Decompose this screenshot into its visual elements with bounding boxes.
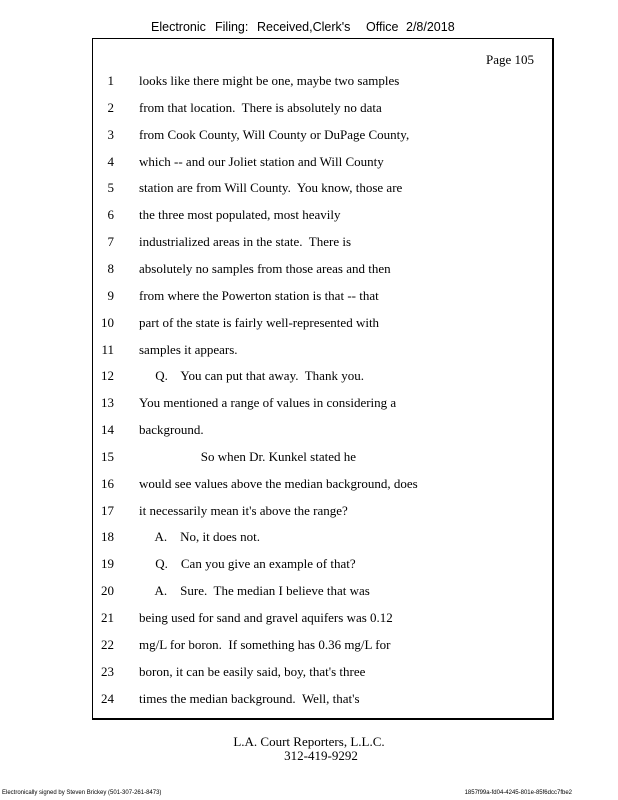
line-text: A. Sure. The median I believe that was — [139, 583, 370, 599]
transcript-line — [0, 180, 618, 196]
line-number: 14 — [101, 422, 114, 438]
line-text: from Cook County, Will County or DuPage County, — [139, 126, 410, 142]
document-id: 1857f99a-fd04-4245-801e-85f6dcc7fbe2 — [464, 790, 572, 796]
line-number: 5 — [107, 180, 114, 196]
transcript-line — [0, 342, 618, 358]
transcript-line — [0, 449, 618, 465]
line-number: 10 — [101, 314, 114, 330]
line-text: So when Dr. Kunkel stated he — [139, 448, 357, 464]
line-number: 2 — [107, 99, 114, 115]
transcript-line — [0, 315, 618, 331]
transcript-line — [0, 691, 618, 707]
line-number: 13 — [101, 395, 114, 411]
line-number: 19 — [101, 556, 114, 572]
header-word: Office — [366, 20, 399, 34]
transcript-line — [0, 529, 618, 545]
transcript-line — [0, 100, 618, 116]
line-text: boron, it can be easily said, boy, that's three — [139, 663, 366, 679]
transcript-line — [0, 637, 618, 653]
line-number: 16 — [101, 475, 114, 491]
transcript-line — [0, 610, 618, 626]
line-text: from that location. There is absolutely no data — [139, 99, 382, 115]
line-number: 8 — [107, 260, 114, 276]
e-signature: Electronically signed by Steven Brickey (501-307-261-8473) — [2, 790, 162, 796]
line-number: 9 — [107, 287, 114, 303]
line-text: A. No, it does not. — [139, 529, 260, 545]
transcript-line — [0, 422, 618, 438]
transcript-line — [0, 261, 618, 277]
header-word: Received,Clerk's — [257, 20, 351, 34]
transcript-line — [0, 234, 618, 250]
header-word: Filing: — [215, 20, 249, 34]
transcript-line — [0, 368, 618, 384]
line-number: 23 — [101, 663, 114, 679]
line-number: 3 — [107, 126, 114, 142]
reporter-name: L.A. Court Reporters, L.L.C. — [233, 734, 385, 749]
line-number: 11 — [101, 341, 114, 357]
line-number: 17 — [101, 502, 114, 518]
reporter-phone: 312-419-9292 — [284, 748, 358, 763]
line-number: 15 — [101, 448, 114, 464]
line-text: samples it appears. — [139, 341, 238, 357]
page-number: Page 105 — [485, 52, 534, 67]
header-word: 2/8/2018 — [406, 20, 455, 34]
line-number: 12 — [101, 368, 114, 384]
line-text: the three most populated, most heavily — [139, 207, 341, 223]
transcript-line — [0, 503, 618, 519]
header-word: Electronic — [151, 20, 206, 34]
line-number: 24 — [101, 690, 114, 706]
line-text: absolutely no samples from those areas and then — [139, 260, 391, 276]
line-text: it necessarily mean it's above the range? — [139, 502, 348, 518]
transcript-line — [0, 476, 618, 492]
transcript-line — [0, 73, 618, 89]
line-number: 20 — [101, 583, 114, 599]
line-text: being used for sand and gravel aquifers was 0.12 — [139, 610, 393, 625]
line-number: 1 — [107, 73, 114, 88]
transcript-line — [0, 556, 618, 572]
line-text: industrialized areas in the state. There is — [139, 234, 352, 250]
line-text: station are from Will County. You know, those are — [139, 180, 403, 196]
transcript-line — [0, 664, 618, 680]
transcript-line — [0, 288, 618, 304]
line-text: background. — [139, 422, 204, 438]
line-text: times the median background. Well, that's — [139, 690, 360, 706]
line-text: from where the Powerton station is that -- that — [139, 287, 379, 303]
line-text: which -- and our Joliet station and Will County — [139, 153, 384, 169]
line-number: 18 — [101, 529, 114, 545]
filing-stamp-header — [0, 20, 618, 38]
line-number: 6 — [107, 207, 114, 223]
line-text: You mentioned a range of values in considering a — [139, 395, 397, 411]
line-number: 7 — [107, 234, 114, 250]
transcript-line — [0, 583, 618, 599]
line-number: 4 — [107, 153, 114, 169]
line-text: mg/L for boron. If something has 0.36 mg/L for — [139, 636, 391, 652]
line-text: Q. Can you give an example of that? — [139, 556, 356, 572]
line-text: would see values above the median background, does — [139, 475, 418, 491]
line-number: 22 — [101, 636, 114, 652]
transcript-line — [0, 207, 618, 223]
transcript-line — [0, 127, 618, 143]
line-text: Q. You can put that away. Thank you. — [139, 368, 364, 384]
line-text: part of the state is fairly well-represented with — [139, 314, 380, 330]
transcript-line — [0, 154, 618, 170]
line-number: 21 — [101, 610, 114, 625]
transcript-line — [0, 395, 618, 411]
line-text: looks like there might be one, maybe two samples — [139, 73, 400, 88]
